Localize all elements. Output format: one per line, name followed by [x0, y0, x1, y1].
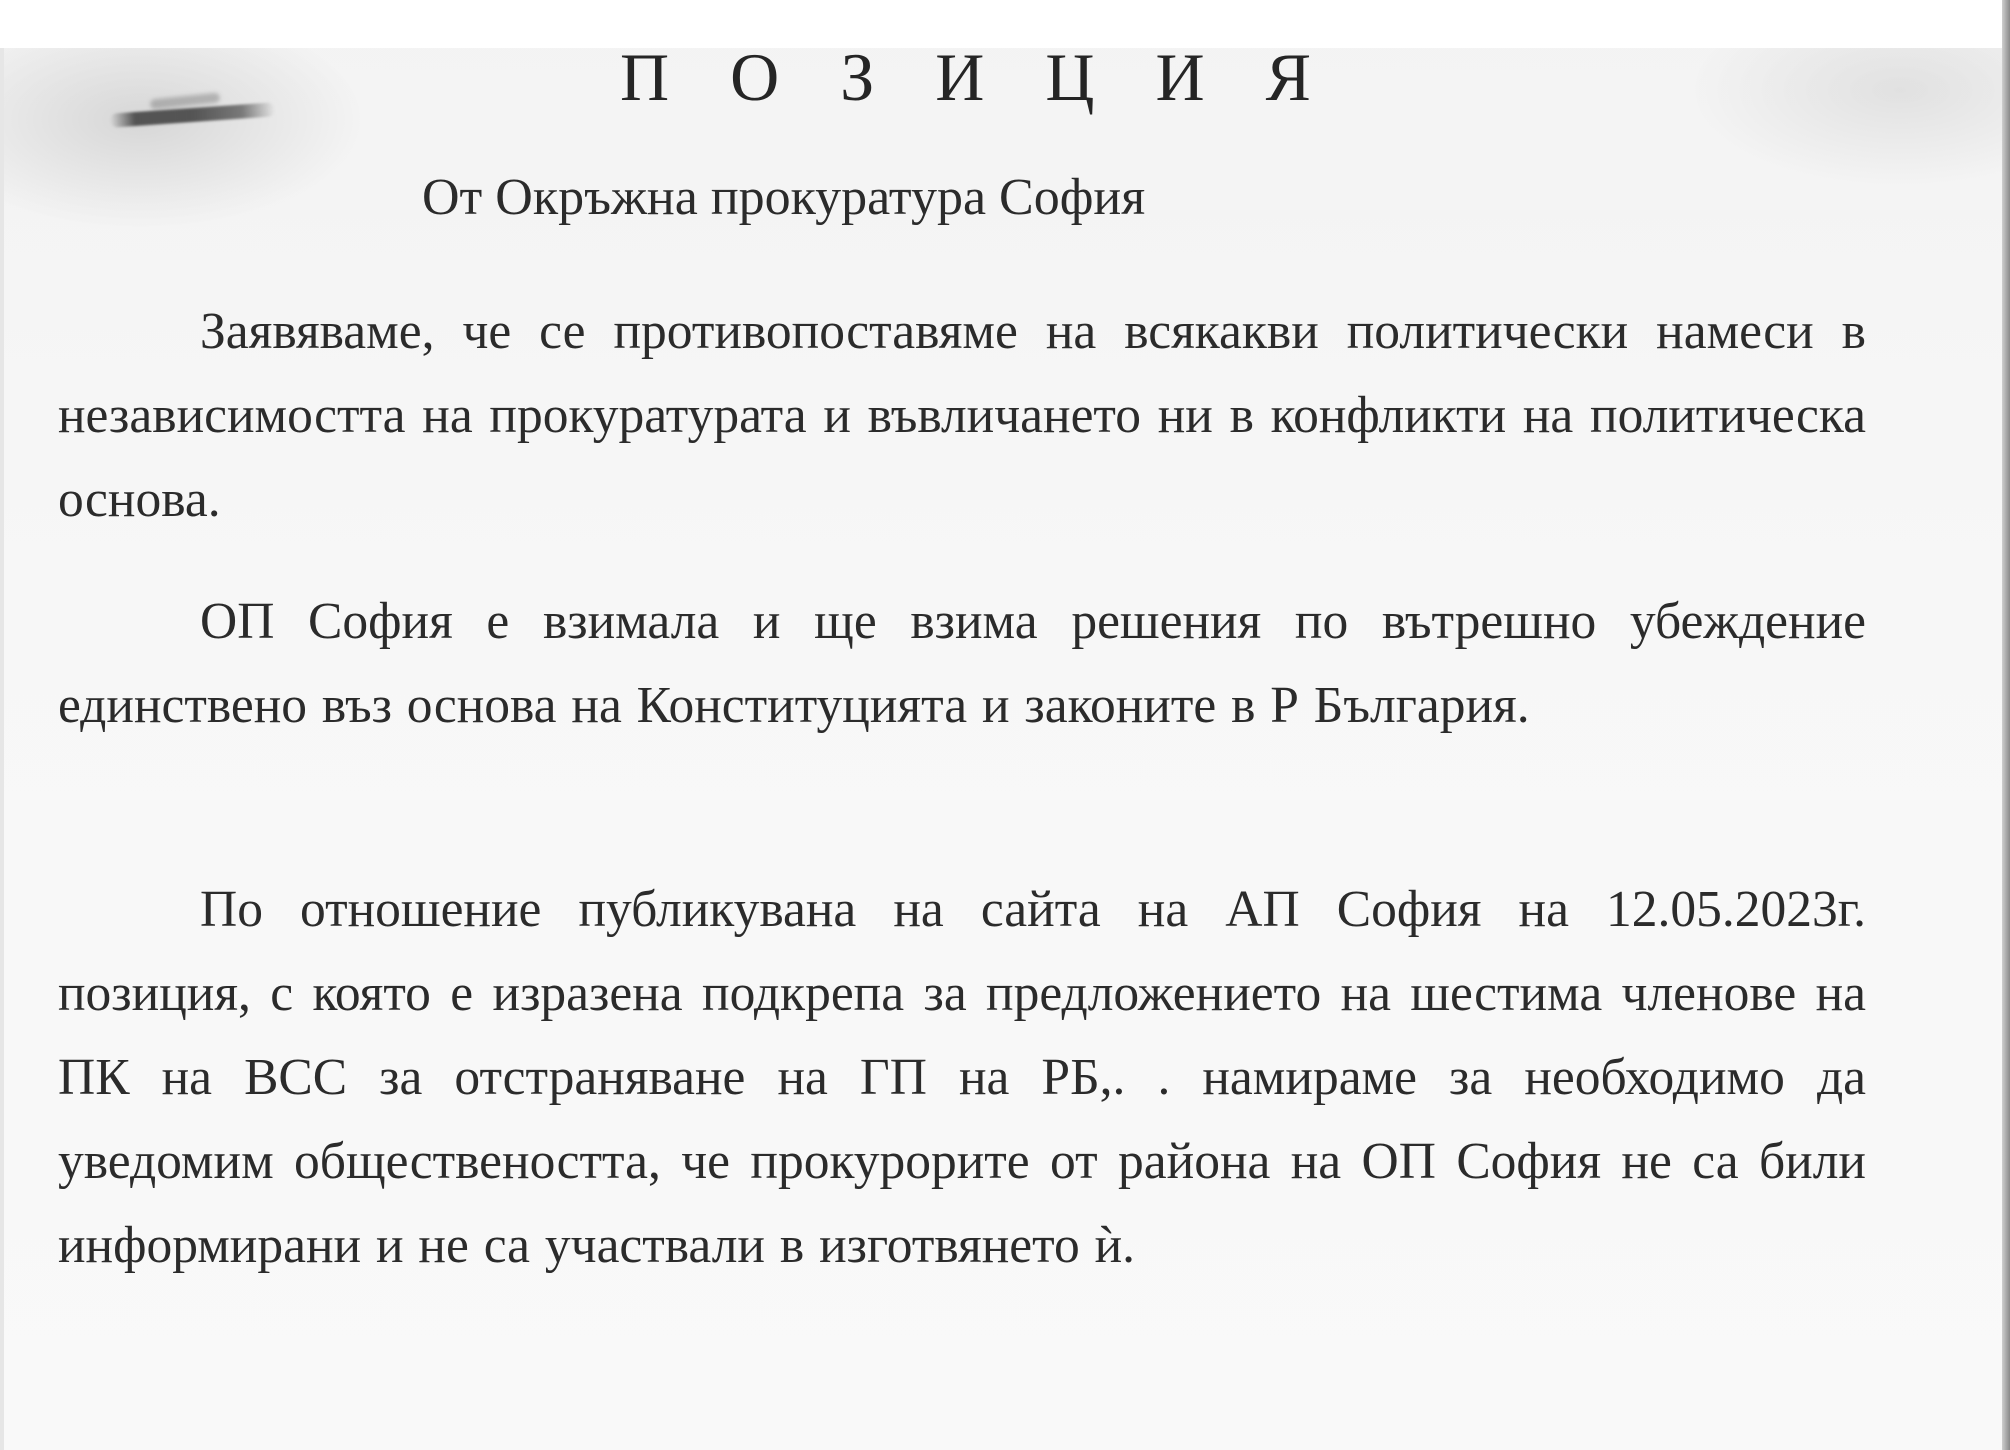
paragraph-3: По отношение публикувана на сайта на АП София на 12.05.2023г. позиция, с която е изразена подкрепа за предложението на шестима членове на ПК на ВСС за отстраняване на ГП на РБ,. . намираме за необходимо да уведомим обществеността, че прокурорите от района на ОП София не са били информирани и не са участвали в изготвянето ѝ. — [58, 881, 1866, 1274]
scan-left-edge — [0, 48, 4, 1450]
paragraph-2: ОП София е взимала и ще взима решения по вътрешно убеждение единствено въз основа на Конституцията и законите в Р България. — [58, 593, 1866, 734]
ink-smudge-mark — [110, 102, 276, 127]
document-subtitle: От Окръжна прокуратура София — [422, 169, 1146, 226]
scan-right-edge — [2002, 0, 2010, 1450]
document-title: П О З И Ц И Я — [620, 39, 1333, 115]
paragraph-1: Заявяваме, че се противопоставяме на всякакви политически намеси в независимостта на прокуратурата и въвличането ни в конфликти на политическа основа. — [58, 303, 1866, 528]
